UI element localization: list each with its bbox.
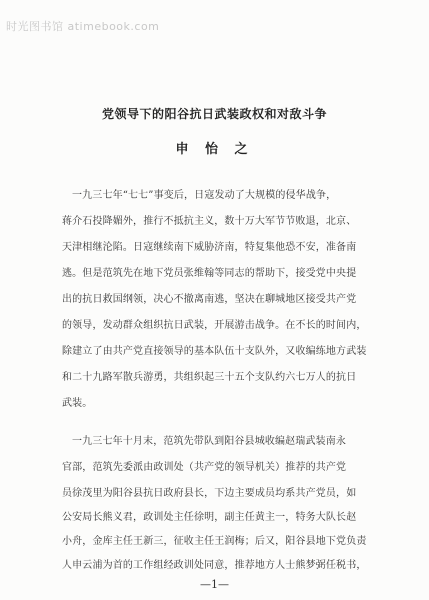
paragraph-1-line-3: 天津相继沦陷。日寇继续南下威胁济南，特复集他恐不安，准备南	[62, 242, 357, 253]
author-name: 申 怡 之	[175, 142, 254, 157]
document-title: 党领导下的阳谷抗日武装政权和对敌斗争	[101, 107, 327, 121]
paragraph-1-line-5: 出的抗日救国纲领，决心不撤离南逃，坚决在聊城地区接受共产党	[62, 294, 357, 305]
paragraph-1-line-9: 武装。	[62, 398, 93, 409]
paragraph-2-line-6: 人申云浦为首的工作组经政训处同意，推荐地方人士熊梦弼任税书，	[62, 560, 367, 571]
paragraph-1-line-7: 除建立了由共产党直接领导的基本队伍十支队外，又收编练地方武装	[62, 346, 367, 357]
paragraph-1-line-4: 逃。但是范筑先在地下党员张维翰等同志的帮助下，接受党中央提	[62, 268, 357, 279]
paragraph-1-line-8: 和二十九路军散兵游勇，共组织起三十五个支队约六七万人的抗日	[62, 372, 357, 383]
paragraph-2-line-5: 小舟，金库主任王新三，征收主任王润梅；后又，阳谷县地下党负责	[62, 536, 367, 547]
paragraph-1-line-6: 的领导，发动群众组织抗日武装，开展游击战争。在不长的时间内，	[62, 320, 367, 331]
page-number: —1—	[200, 578, 229, 591]
paragraph-2-line-2: 官部，范筑先委派由政训处（共产党的领导机关）推荐的共产党	[62, 462, 347, 473]
watermark: 时光图书馆 atimebook.com	[6, 20, 160, 33]
paragraph-1-line-2: 蒋介石投降媚外，推行不抵抗主义，数十万大军节节败退，北京、	[62, 216, 357, 227]
paragraph-2-line-3: 员徐茂里为阳谷县抗日政府县长，下边主要成员均系共产党员，如	[62, 488, 357, 499]
paragraph-2-line-1: 一九三七年十月末，范筑先带队到阳谷县城收编赵瑞武装南永	[72, 436, 347, 447]
paragraph-2-line-4: 公安局长熊义君，政训处主任徐明，副主任黄主一，特务大队长赵	[62, 512, 357, 523]
paragraph-1-line-1: 一九三七年“七七”事变后，日寇发动了大规模的侵华战争，	[72, 190, 337, 201]
